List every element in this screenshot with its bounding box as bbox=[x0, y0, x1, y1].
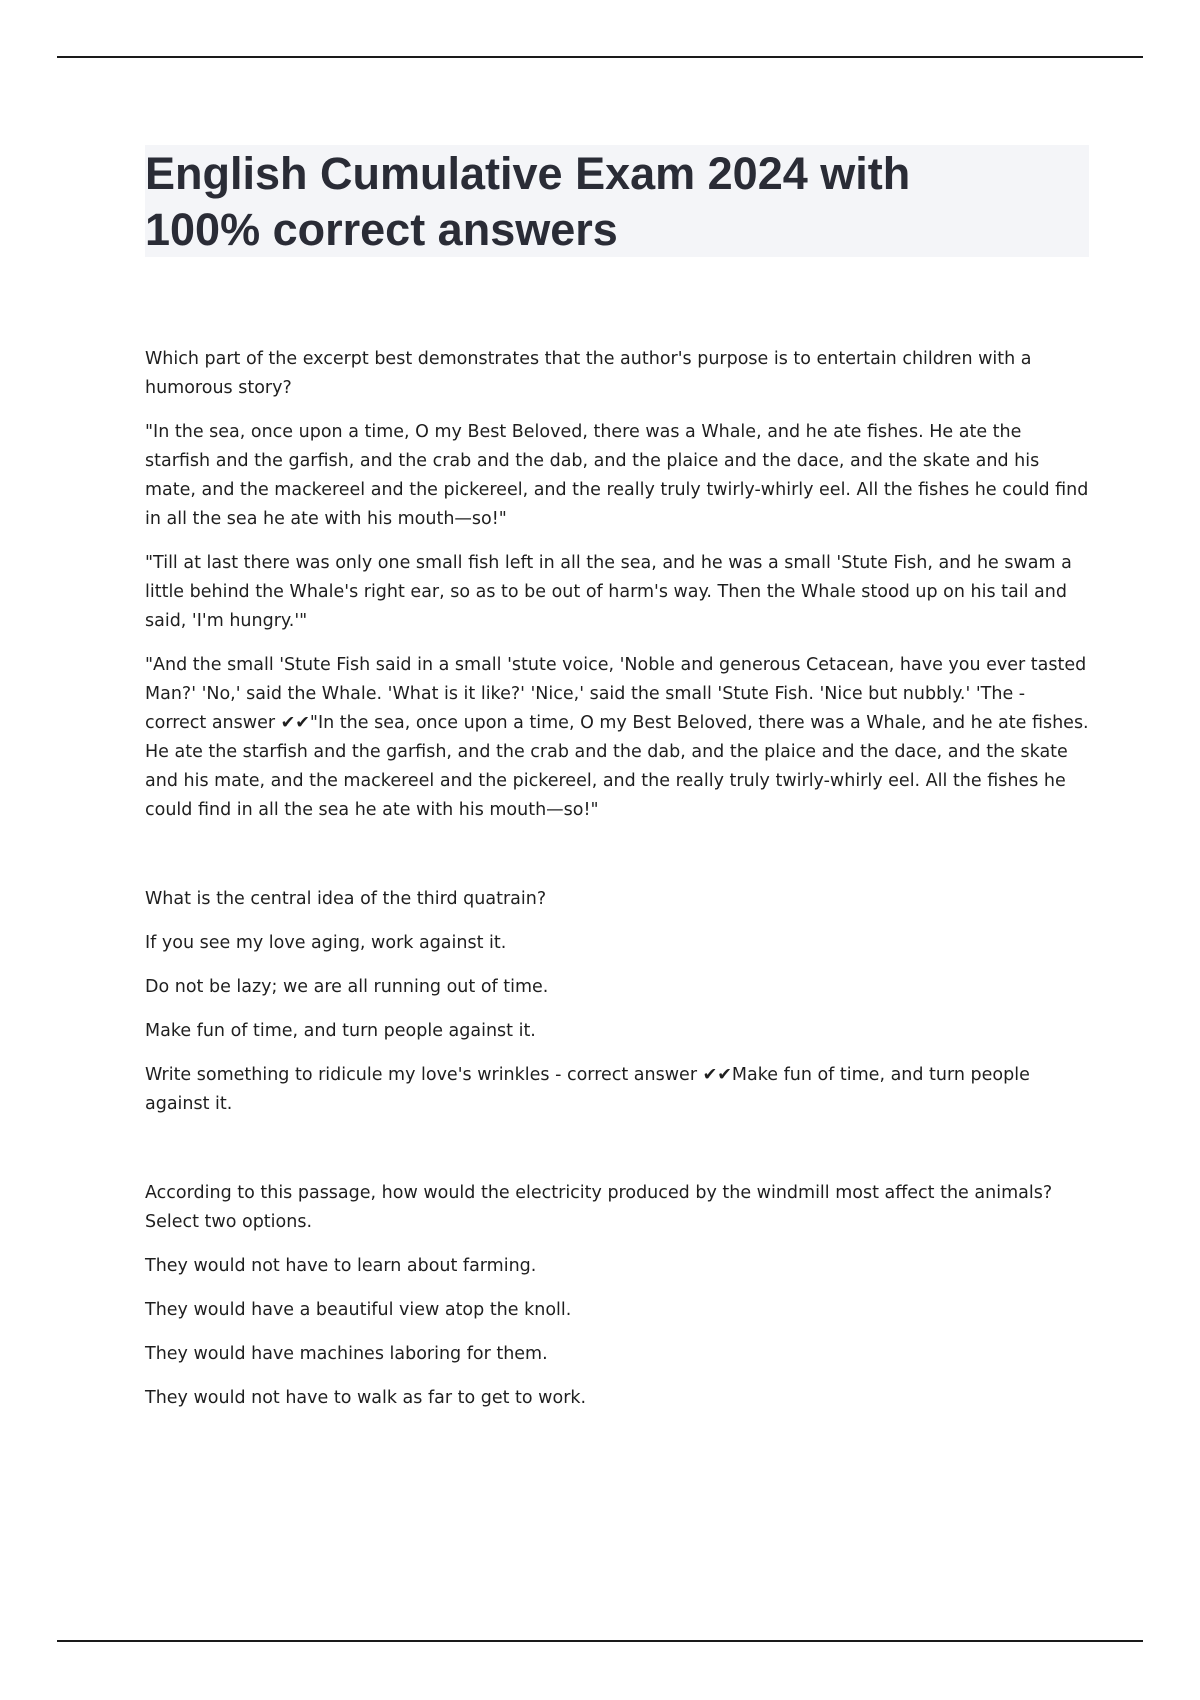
question-3-text: According to this passage, how would the electricity produced by the windmill most affect the animals? Select two options. bbox=[145, 1183, 1053, 1232]
question-3-option-2: They would have a beautiful view atop the knoll. bbox=[145, 1300, 572, 1320]
question-block-2 bbox=[145, 885, 1090, 1119]
question-3-option-3: They would have machines laboring for them. bbox=[145, 1344, 548, 1364]
question-2-option-1: If you see my love aging, work against it. bbox=[145, 933, 507, 953]
question-block-1 bbox=[145, 345, 1090, 825]
question-3-option-1: They would not have to learn about farming. bbox=[145, 1256, 537, 1276]
question-2-option-2: Do not be lazy; we are all running out of time. bbox=[145, 977, 549, 997]
question-2-option-3: Make fun of time, and turn people against it. bbox=[145, 1021, 536, 1041]
header-rule bbox=[57, 56, 1143, 58]
document-body bbox=[145, 345, 1090, 1428]
title-line-2: 100% correct answers bbox=[145, 204, 618, 255]
title-line-1: English Cumulative Exam 2024 with bbox=[145, 148, 911, 199]
question-2-option-4: Write something to ridicule my love's wrinkles - correct answer ✔✔Make fun of time, and turn people against it. bbox=[145, 1065, 1030, 1114]
question-1-paragraph-3: "And the small 'Stute Fish said in a small 'stute voice, 'Noble and generous Cetacean, have you ever tasted Man?' 'No,' said the Whale. 'What is it like?' 'Nice,' said the small 'Stute Fish. 'Nice but nubbly.' 'The - correct answer ✔✔"In the sea, once upon a time, O my Best Beloved, there was a Whale, and he ate fishes. He ate the starfish and the garfish, and the crab and the dab, and the plaice and the dace, and the skate and his mate, and the mackereel and the pickereel, and the really truly twirly-whirly eel. All the fishes he could find in all the sea he ate with his mouth—so!" bbox=[145, 655, 1089, 820]
document-title bbox=[145, 146, 1085, 258]
question-1-paragraph-2: "Till at last there was only one small fish left in all the sea, and he was a small 'Stute Fish, and he swam a little behind the Whale's right ear, so as to be out of harm's way. Then the Whale stood up on his tail and said, 'I'm hungry.'" bbox=[145, 553, 1072, 631]
question-block-3 bbox=[145, 1179, 1090, 1413]
question-1-paragraph-1: "In the sea, once upon a time, O my Best Beloved, there was a Whale, and he ate fishes. He ate the starfish and the garfish, and the crab and the dab, and the plaice and the dace, and the skate and his mate, and the mackereel and the pickereel, and the really truly twirly-whirly eel. All the fishes he could find in all the sea he ate with his mouth—so!" bbox=[145, 422, 1089, 529]
question-2-text: What is the central idea of the third quatrain? bbox=[145, 889, 547, 909]
footer-rule bbox=[57, 1640, 1143, 1642]
question-1-text: Which part of the excerpt best demonstrates that the author's purpose is to entertain children with a humorous story? bbox=[145, 349, 1032, 398]
question-3-option-4: They would not have to walk as far to get to work. bbox=[145, 1388, 587, 1408]
